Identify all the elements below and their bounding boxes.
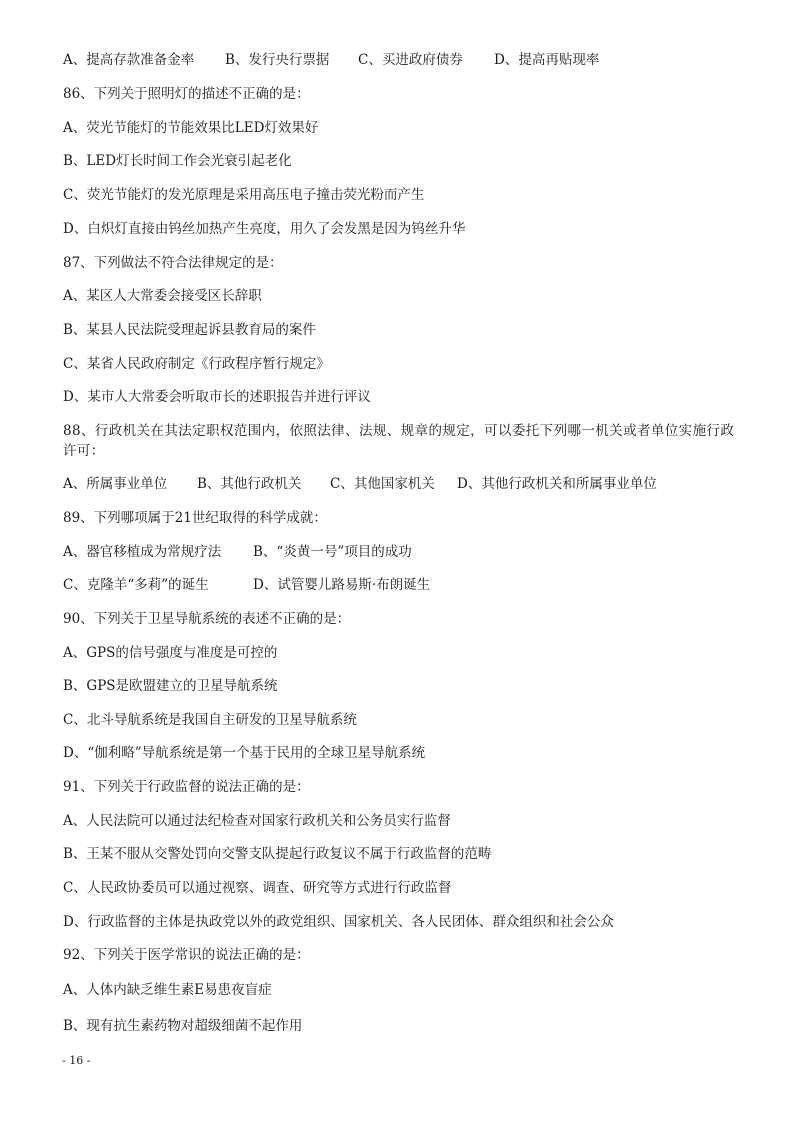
q89-option-a: A、器官移植成为常规疗法 (63, 544, 222, 560)
q87-option-d: D、某市人大常委会听取市长的述职报告并进行评议 (63, 389, 371, 405)
q88-stem: 88、行政机关在其法定职权范围内，依照法律、法规、规章的规定，可以委托下列哪一机关或者单位实施行政许可： (63, 423, 735, 459)
q92-option-b: B、现有抗生素药物对超级细菌不起作用 (63, 1018, 303, 1034)
q86-option-c: C、荧光节能灯的发光原理是采用高压电子撞击荧光粉而产生 (63, 187, 425, 203)
q88-option-c: C、其他国家机关 (330, 476, 435, 492)
q89-option-b: B、“炎黄一号”项目的成功 (253, 544, 412, 560)
q85-option-d: D、提高再贴现率 (494, 52, 600, 68)
q92-option-a: A、人体内缺乏维生素E易患夜盲症 (63, 982, 272, 998)
q85-option-c: C、买进政府债券 (358, 52, 463, 68)
q87-stem: 87、下列做法不符合法律规定的是： (63, 255, 283, 271)
q90-option-d: D、“伽利略”导航系统是第一个基于民用的全球卫星导航系统 (63, 745, 426, 761)
q91-option-a: A、人民法院可以通过法纪检查对国家行政机关和公务员实行监督 (63, 813, 451, 829)
q88-option-d: D、其他行政机关和所属事业单位 (457, 476, 657, 492)
q86-stem: 86、下列关于照明灯的描述不正确的是： (63, 86, 310, 102)
q86-option-d: D、白炽灯直接由钨丝加热产生亮度，用久了会发黑是因为钨丝升华 (63, 221, 466, 237)
q86-option-b: B、LED灯长时间工作会光衰引起老化 (63, 153, 292, 169)
q91-option-c: C、人民政协委员可以通过视察、调查、研究等方式进行行政监督 (63, 880, 452, 896)
q89-option-d: D、试管婴儿路易斯·布朗诞生 (253, 577, 431, 593)
page-number: - 16 - (62, 1054, 91, 1067)
q91-option-b: B、王某不服从交警处罚向交警支队提起行政复议不属于行政监督的范畴 (63, 846, 492, 862)
q90-option-c: C、北斗导航系统是我国自主研发的卫星导航系统 (63, 712, 357, 728)
q85-option-b: B、发行央行票据 (225, 52, 330, 68)
q87-option-a: A、某区人大常委会接受区长辞职 (63, 288, 262, 304)
q87-option-b: B、某县人民法院受理起诉县教育局的案件 (63, 322, 316, 338)
q90-stem: 90、下列关于卫星导航系统的表述不正确的是： (63, 611, 351, 627)
q89-stem: 89、下列哪项属于21世纪取得的科学成就： (63, 510, 327, 526)
q88-option-b: B、其他行政机关 (197, 476, 302, 492)
q88-option-a: A、所属事业单位 (63, 476, 168, 492)
q91-stem: 91、下列关于行政监督的说法正确的是： (63, 779, 310, 795)
q87-option-c: C、某省人民政府制定《行政程序暂行规定》 (63, 356, 330, 372)
q92-stem: 92、下列关于医学常识的说法正确的是： (63, 947, 310, 963)
q90-option-a: A、GPS的信号强度与准度是可控的 (63, 645, 278, 661)
q91-option-d: D、行政监督的主体是执政党以外的政党组织、国家机关、各人民团体、群众组织和社会公众 (63, 914, 614, 930)
q85-option-a: A、提高存款准备金率 (63, 52, 195, 68)
q86-option-a: A、荧光节能灯的节能效果比LED灯效果好 (63, 120, 319, 136)
q89-option-c: C、克隆羊“多莉”的诞生 (63, 577, 209, 593)
q90-option-b: B、GPS是欧盟建立的卫星导航系统 (63, 678, 278, 694)
